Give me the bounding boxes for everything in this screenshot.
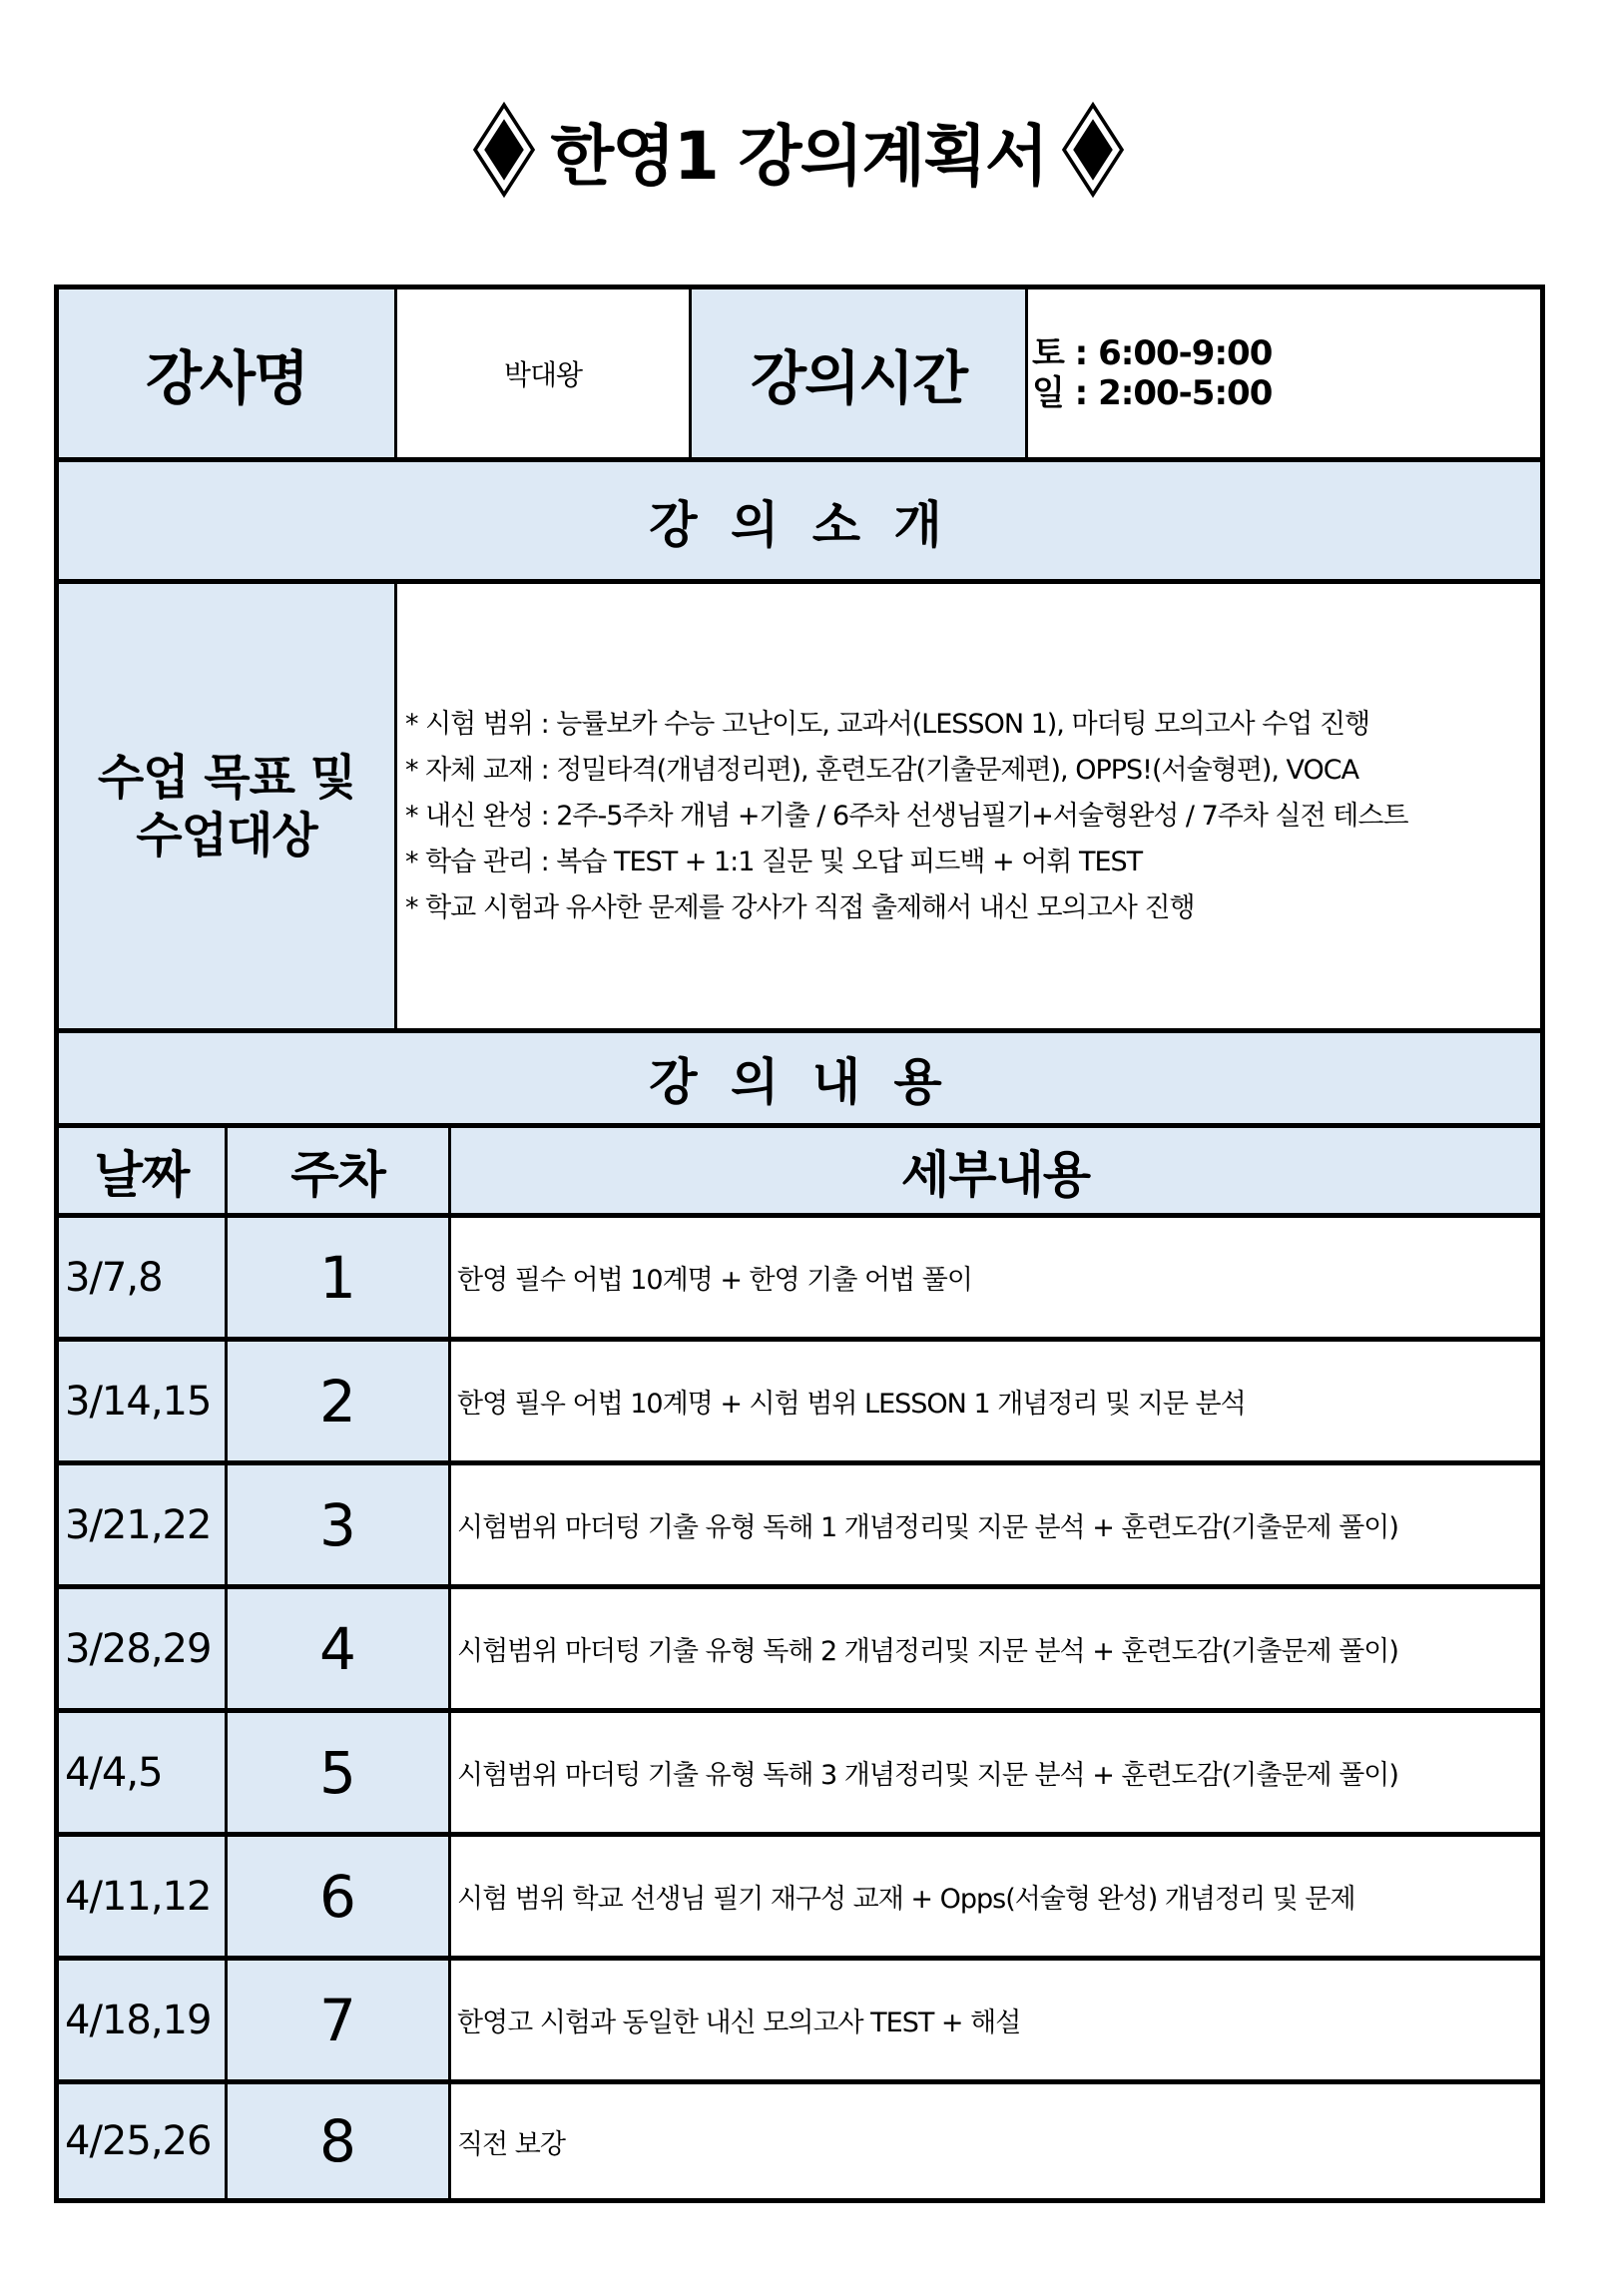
goal-item-materials: * 자체 교재 : 정밀타격(개념정리편), 훈련도감(기출문제편), OPPS!(서술형편), VOCA [405, 754, 1359, 786]
detail-cell [451, 1465, 1540, 1589]
time-sunday: 일 : 2:00-5:00 [1032, 373, 1273, 413]
document-title [0, 95, 1597, 205]
detail-cell [451, 1837, 1540, 1961]
week-cell [228, 1342, 451, 1465]
goal-item-mock-exam: * 학교 시험과 유사한 문제를 강사가 직접 출제해서 내신 모의고사 진행 [405, 891, 1195, 923]
detail-cell-text: 직전 보강 [457, 2128, 565, 2160]
instructor-name: 박대왕 [503, 358, 583, 391]
detail-cell-text: 시험범위 마더텅 기출 유형 독해 3 개념정리및 지문 분석 + 훈련도감(기출문제 풀이) [457, 1760, 1398, 1791]
date-cell [59, 1713, 228, 1837]
detail-cell [451, 1961, 1540, 2084]
detail-cell-text: 시험범위 마더텅 기출 유형 독해 2 개념정리및 지문 분석 + 훈련도감(기출문제 풀이) [457, 1636, 1398, 1667]
goal-content-cell [397, 584, 1540, 1033]
detail-cell [451, 1589, 1540, 1713]
week-cell [228, 1589, 451, 1713]
instructor-label: 강사명 [145, 344, 308, 412]
date-cell [59, 1218, 228, 1342]
time-value-cell [1028, 289, 1540, 462]
goal-item-completion: * 내신 완성 : 2주-5주차 개념 +기출 / 6주차 선생님필기+서술형완성 / 7주차 실전 테스트 [405, 800, 1408, 832]
week-cell-text: 3 [319, 1490, 356, 1559]
date-cell [59, 2084, 228, 2198]
week-cell-text: 7 [319, 1986, 356, 2054]
week-cell-text: 1 [319, 1243, 356, 1312]
week-cell-text: 6 [319, 1862, 356, 1931]
date-cell [59, 1961, 228, 2084]
date-cell-text: 3/7,8 [65, 1254, 163, 1301]
content-band [59, 1033, 1540, 1128]
week-cell [228, 2084, 451, 2198]
detail-cell [451, 1218, 1540, 1342]
column-header-week: 주차 [228, 1128, 451, 1218]
goal-list [397, 682, 1408, 931]
intro-band-label: 강 의 소 개 [649, 495, 950, 554]
week-cell [228, 1465, 451, 1589]
week-cell-text: 8 [319, 2107, 356, 2175]
instructor-name-cell [397, 289, 692, 462]
detail-cell-text: 한영 필우 어법 10계명 + 시험 범위 LESSON 1 개념정리 및 지문 분석 [457, 1389, 1246, 1420]
goal-label-line1: 수업 목표 및 [97, 749, 356, 806]
goal-item-exam-range: * 시험 범위 : 능률보카 수능 고난이도, 교과서(LESSON 1), 마더팅 모의고사 수업 진행 [405, 708, 1370, 740]
goal-item-management: * 학습 관리 : 복습 TEST + 1:1 질문 및 오답 피드백 + 어휘 TEST [405, 846, 1143, 877]
week-cell [228, 1713, 451, 1837]
time-label: 강의시간 [750, 344, 967, 412]
week-cell [228, 1218, 451, 1342]
time-saturday: 토 : 6:00-9:00 [1032, 333, 1273, 373]
detail-cell [451, 1342, 1540, 1465]
date-cell [59, 1342, 228, 1465]
date-cell [59, 1465, 228, 1589]
detail-cell [451, 1713, 1540, 1837]
week-cell-text: 2 [319, 1367, 356, 1435]
date-cell-text: 3/21,22 [65, 1501, 212, 1548]
week-cell [228, 1961, 451, 2084]
date-cell [59, 1589, 228, 1713]
date-cell-text: 4/11,12 [65, 1873, 212, 1920]
column-header-detail: 세부내용 [451, 1128, 1540, 1218]
detail-cell-text: 시험범위 마더텅 기출 유형 독해 1 개념정리및 지문 분석 + 훈련도감(기출문제 풀이) [457, 1512, 1398, 1543]
date-cell-text: 4/18,19 [65, 1997, 212, 2043]
detail-cell [451, 2084, 1540, 2198]
content-band-label: 강 의 내 용 [649, 1053, 950, 1111]
date-cell-text: 3/28,29 [65, 1625, 212, 1672]
date-cell [59, 1837, 228, 1961]
instructor-label-cell [59, 289, 397, 462]
intro-band [59, 462, 1540, 584]
diamond-icon [1069, 113, 1117, 187]
week-cell-text: 5 [319, 1738, 356, 1807]
detail-cell-text: 한영 필수 어법 10계명 + 한영 기출 어법 풀이 [457, 1265, 972, 1296]
date-cell-text: 4/25,26 [65, 2118, 212, 2164]
date-cell-text: 3/14,15 [65, 1378, 212, 1425]
goal-label-line2: 수업대상 [136, 807, 317, 863]
diamond-icon [480, 113, 528, 187]
detail-cell-text: 한영고 시험과 동일한 내신 모의고사 TEST + 해설 [457, 2008, 1021, 2038]
column-header-date: 날짜 [59, 1128, 228, 1218]
goal-label-cell [59, 584, 397, 1033]
week-cell-text: 4 [319, 1614, 356, 1683]
title-text: 한영1 강의계획서 [550, 117, 1047, 195]
time-label-cell [692, 289, 1028, 462]
detail-cell-text: 시험 범위 학교 선생님 필기 재구성 교재 + Opps(서술형 완성) 개념정리 및 문제 [457, 1884, 1355, 1915]
date-cell-text: 4/4,5 [65, 1749, 163, 1796]
lecture-plan-table [54, 285, 1545, 2203]
week-cell [228, 1837, 451, 1961]
